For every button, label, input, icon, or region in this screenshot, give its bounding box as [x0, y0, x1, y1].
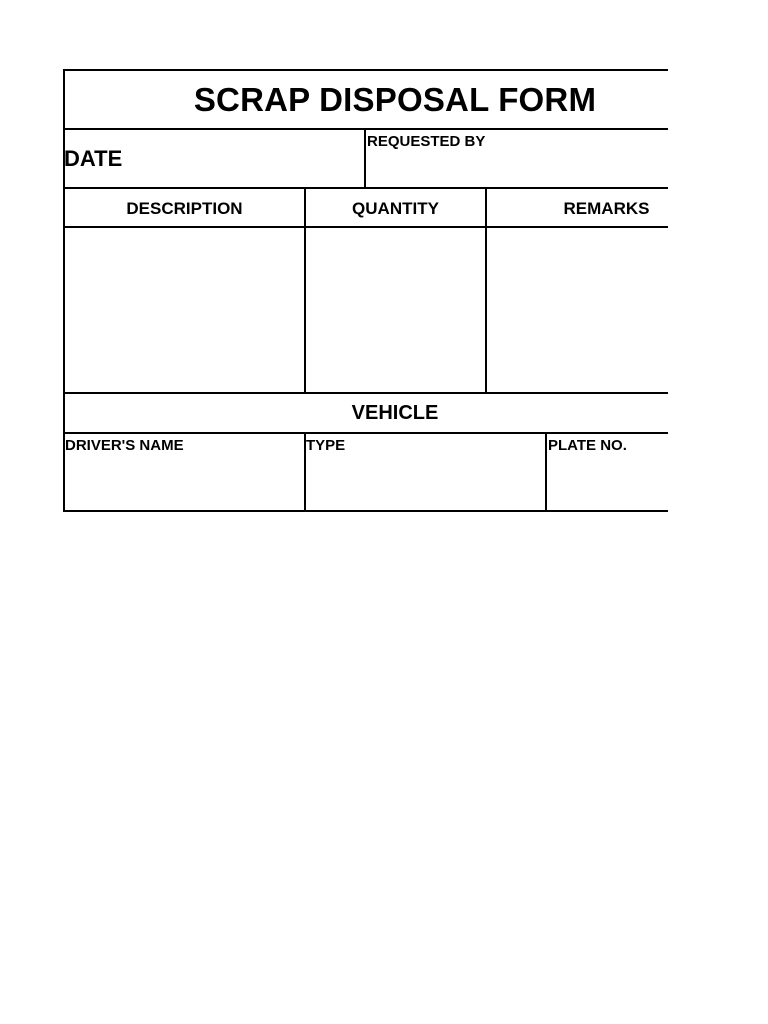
items-area-divider [63, 392, 668, 394]
date-field[interactable] [143, 130, 362, 187]
column-header-remarks: REMARKS [563, 199, 650, 218]
form-title: SCRAP DISPOSAL FORM [193, 81, 597, 118]
column-header-description: DESCRIPTION [126, 199, 243, 218]
form-border-bottom [63, 510, 668, 512]
quantity-field[interactable] [306, 228, 485, 392]
requested-by-field[interactable] [366, 151, 668, 187]
vehicle-type-label: TYPE [306, 437, 346, 454]
scrap-disposal-form [63, 69, 668, 512]
vehicle-row-divider [63, 432, 668, 434]
form-border-top [63, 69, 668, 71]
drivers-name-field[interactable] [65, 455, 304, 510]
date-label: DATE [64, 146, 123, 171]
plate-number-label: PLATE NO. [548, 437, 627, 454]
remarks-field[interactable] [487, 228, 668, 392]
plate-number-field[interactable] [547, 455, 668, 510]
vehicle-type-field[interactable] [306, 455, 545, 510]
drivers-name-label: DRIVER'S NAME [65, 437, 184, 454]
description-field[interactable] [65, 228, 304, 392]
requested-by-label: REQUESTED BY [367, 133, 486, 150]
vehicle-heading: VEHICLE [351, 402, 439, 424]
column-header-quantity: QUANTITY [352, 199, 439, 218]
